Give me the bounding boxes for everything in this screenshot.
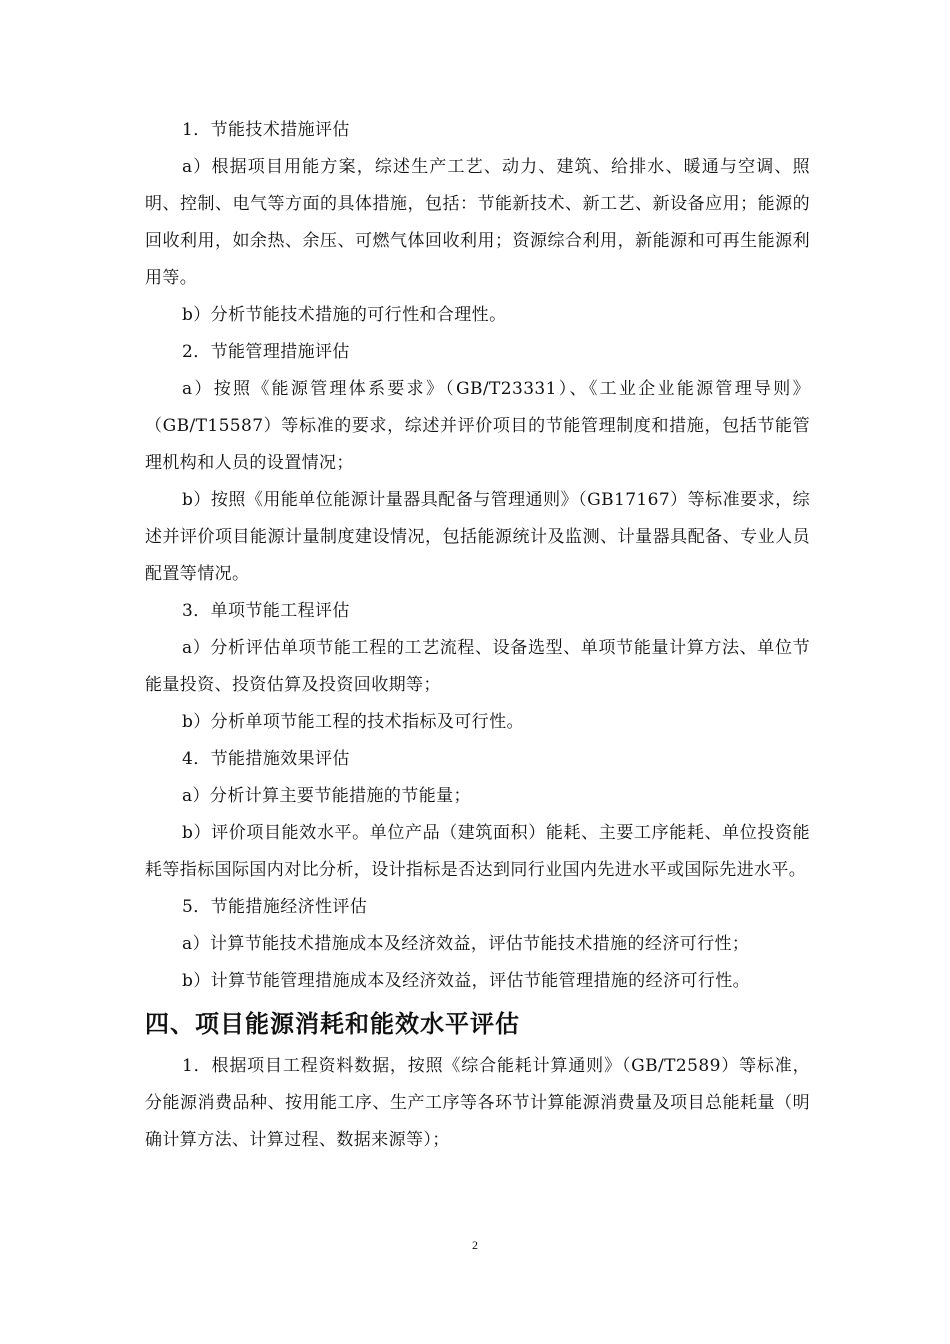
item-1-b: b）分析节能技术措施的可行性和合理性。 [182,305,507,325]
item-4-a: a）分析计算主要节能措施的节能量； [182,786,471,806]
item-1-a: a）根据项目用能方案，综述生产工艺、动力、建筑、给排水、暖通与空调、照明、控制、电气等方面的具体措施，包括：节能新技术、新工艺、新设备应用；能源的回收利用，如余热、余压、可燃气体回收利用；资源综合利用，新能源和可再生能源利用等。 [145,157,810,288]
item-2-b: b）按照《用能单位能源计量器具配备与管理通则》（GB17167）等标准要求，综述并评价项目能源计量制度建设情况，包括能源统计及监测、计量器具配备、专业人员配置等情况。 [145,490,810,584]
page-number: 2 [472,1238,478,1252]
section-item-1: 1．根据项目工程资料数据，按照《综合能耗计算通则》（GB/T2589）等标准，分能源消费品种、按用能工序、生产工序等各环节计算能源消费量及项目总能耗量（明确计算方法、计算过程、数据来源等）； [145,1056,810,1150]
item-2-a: a）按照《能源管理体系要求》（GB/T23331）、《工业企业能源管理导则》（GB/T15587）等标准的要求，综述并评价项目的节能管理制度和措施，包括节能管理机构和人员的设置情况； [145,379,810,473]
item-2-title: 2．节能管理措施评估 [182,342,350,362]
item-4-title: 4．节能措施效果评估 [182,749,350,769]
section-heading: 四、项目能源消耗和能效水平评估 [145,1009,520,1038]
item-3-title: 3．单项节能工程评估 [182,601,350,621]
page-body [145,112,810,1159]
item-3-a: a）分析评估单项节能工程的工艺流程、设备选型、单项节能量计算方法、单位节能量投资、投资估算及投资回收期等； [145,638,810,695]
item-1-title: 1．节能技术措施评估 [182,120,350,140]
item-5-a: a）计算节能技术措施成本及经济效益，评估节能技术措施的经济可行性； [182,934,750,954]
item-3-b: b）分析单项节能工程的技术指标及可行性。 [182,712,524,732]
item-5-title: 5．节能措施经济性评估 [182,897,368,917]
item-4-b: b）评价项目能效水平。单位产品（建筑面积）能耗、主要工序能耗、单位投资能耗等指标国际国内对比分析，设计指标是否达到同行业国内先进水平或国际先进水平。 [145,823,810,880]
item-5-b: b）计算节能管理措施成本及经济效益，评估节能管理措施的经济可行性。 [182,971,751,991]
